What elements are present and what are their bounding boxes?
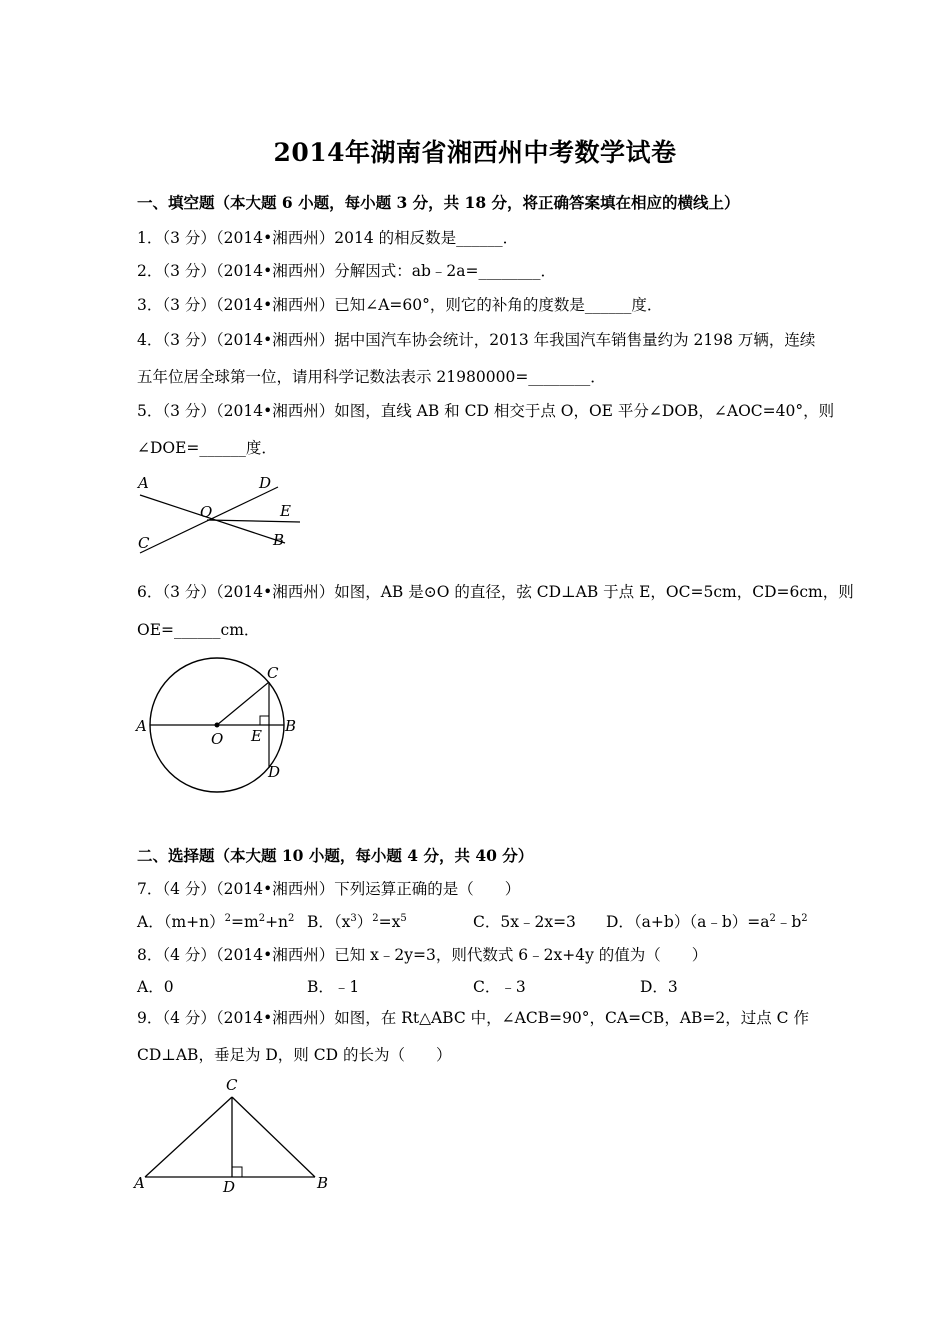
label-b: B: [285, 717, 297, 735]
page-title: 2014年湖南省湘西州中考数学试卷: [273, 138, 677, 167]
label-d: D: [259, 474, 272, 492]
label-d: D: [223, 1178, 236, 1196]
label-o: O: [211, 730, 224, 748]
question-8: 8．（4 分）（2014•湘西州）已知 x﹣2y=3，则代数式 6﹣2x+4y 的值为（ ）: [137, 946, 708, 964]
question-9-line2: CD⊥AB，垂足为 D，则 CD 的长为（ ）: [137, 1046, 452, 1064]
label-a: A: [134, 1174, 145, 1192]
question-5-line2: ∠DOE=______度．: [137, 439, 277, 457]
question-4-line2: 五年位居全球第一位，请用科学记数法表示 21980000=________．: [137, 368, 606, 386]
figure-q6-circle: [130, 648, 310, 798]
question-7-option-c: C．5x﹣2x=3: [473, 913, 576, 931]
question-9-line1: 9．（4 分）（2014•湘西州）如图，在 Rt△ABC 中，∠ACB=90°，CA=CB，AB=2，过点 C 作: [137, 1009, 809, 1027]
question-4-line1: 4．（3 分）（2014•湘西州）据中国汽车协会统计，2013 年我国汽车销售量约为 2198 万辆，连续: [137, 331, 816, 349]
label-c: C: [267, 664, 279, 682]
radius-oc: [217, 682, 269, 725]
figure-q9-triangle: [130, 1075, 340, 1200]
label-a: A: [136, 717, 147, 735]
right-angle-mark: [232, 1167, 242, 1177]
label-b: B: [273, 531, 285, 549]
right-angle-mark: [260, 716, 269, 725]
side-ac: [145, 1097, 232, 1177]
center-point-o: [215, 723, 220, 728]
label-c: C: [226, 1076, 238, 1094]
label-e: E: [280, 502, 291, 520]
label-a: A: [138, 474, 149, 492]
section2-heading: 二、选择题（本大题 10 小题，每小题 4 分，共 40 分）: [137, 846, 534, 865]
figure-q5-intersecting-lines: [130, 470, 310, 560]
question-7: 7．（4 分）（2014•湘西州）下列运算正确的是（ ）: [137, 880, 521, 898]
question-7-option-a: A．$(m+n)^2=m^2+n^2$: [137, 913, 295, 931]
line-ab: [140, 495, 285, 543]
label-c: C: [138, 534, 150, 552]
question-7-option-d: D．$(a+b)(a﹣b)=a^2﹣b^2$: [606, 913, 808, 931]
question-8-option-d: D．3: [640, 978, 678, 996]
label-d: D: [268, 763, 281, 781]
question-8-option-b: B．﹣1: [307, 978, 360, 996]
question-8-option-a: A．0: [137, 978, 174, 996]
question-1: 1．（3 分）（2014•湘西州）2014 的相反数是______．: [137, 229, 519, 247]
question-2: 2．（3 分）（2014•湘西州）分解因式：ab﹣2a=________．: [137, 262, 556, 280]
label-o: O: [200, 503, 213, 521]
question-6-line2: OE=______cm．: [137, 621, 260, 639]
question-6-line1: 6．（3 分）（2014•湘西州）如图，AB 是⊙O 的直径，弦 CD⊥AB 于点 E，OC=5cm，CD=6cm，则: [137, 583, 854, 601]
label-e: E: [251, 727, 262, 745]
side-cb: [232, 1097, 315, 1177]
section1-heading: 一、填空题（本大题 6 小题，每小题 3 分，共 18 分，将正确答案填在相应的横线上）: [137, 193, 740, 212]
question-5-line1: 5．（3 分）（2014•湘西州）如图，直线 AB 和 CD 相交于点 O，OE 平分∠DOB，∠AOC=40°，则: [137, 402, 835, 420]
question-8-option-c: C．﹣3: [473, 978, 526, 996]
question-7-option-b: B．$(x^3)^2=x^5$: [307, 913, 407, 931]
question-3: 3．（3 分）（2014•湘西州）已知∠A=60°，则它的补角的度数是______度．: [137, 296, 663, 314]
label-b: B: [317, 1174, 329, 1192]
